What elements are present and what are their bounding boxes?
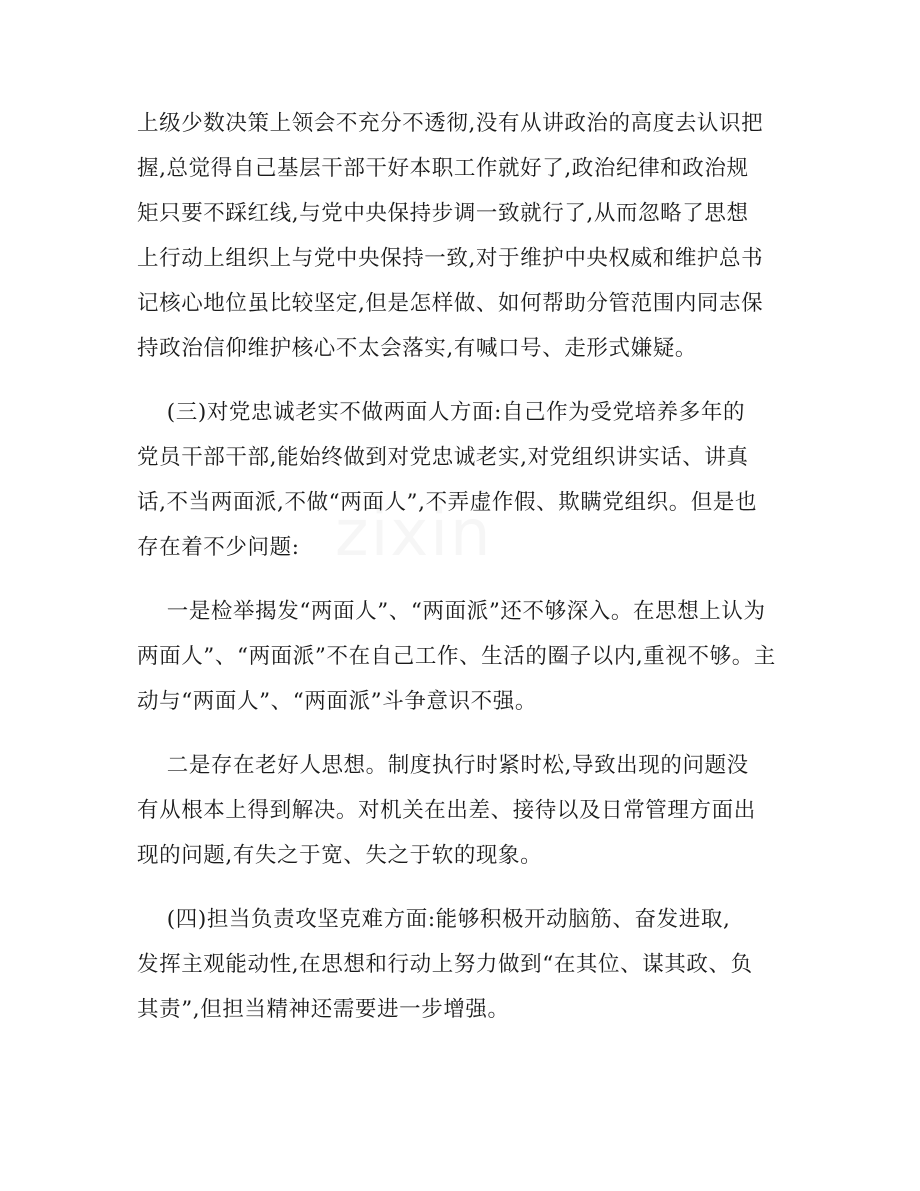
watermark: zixin [335,497,493,571]
paragraph-spacer [137,878,787,897]
text-line: 上级少数决策上领会不充分不透彻,没有从讲政治的高度去认识把 [137,111,764,136]
text-line: 二是存在老好人思想。制度执行时紧时松,导致出现的问题没 [137,753,749,778]
text-line: 持政治信仰维护核心不太会落实,有喊口号、走形式嫌疑。 [137,336,697,361]
text-line: 发挥主观能动性,在思想和行动上努力做到“在其位、谋其政、负 [137,952,753,977]
text-line: (四)担当负责攻坚克难方面:能够积极开动脑筋、奋发进取, [137,907,731,932]
paragraph-5 [137,897,787,1032]
paragraph-spacer [137,724,787,743]
document-body [137,101,787,1032]
paragraph-3 [137,589,787,724]
paragraph-spacer [137,570,787,589]
text-line: (三)对党忠诚老实不做两面人方面:自己作为受党培养多年的 [137,400,746,425]
text-line: 两面人”、“两面派”不在自己工作、生活的圈子以内,重视不够。主 [137,644,776,669]
text-line: 记核心地位虽比较坚定,但是怎样做、如何帮助分管范围内同志保 [137,291,764,316]
text-line: 其责”,但担当精神还需要进一步增强。 [137,997,510,1022]
paragraph-1 [137,101,787,371]
text-line: 存在着不少问题: [137,535,300,560]
text-line: 一是检举揭发“两面人”、“两面派”还不够深入。在思想上认为 [137,599,766,624]
text-line: 握,总觉得自己基层干部干好本职工作就好了,政治纪律和政治规 [137,156,749,181]
paragraph-2 [137,390,787,570]
text-line: 话,不当两面派,不做“两面人”,不弄虚作假、欺瞒党组织。但是也 [137,490,758,515]
text-line: 有从根本上得到解决。对机关在出差、接待以及日常管理方面出 [137,798,756,823]
text-line: 现的问题,有失之于宽、失之于软的现象。 [137,843,543,868]
paragraph-spacer [137,371,787,390]
text-line: 矩只要不踩红线,与党中央保持步调一致就行了,从而忽略了思想 [137,201,749,226]
text-line: 党员干部干部,能始终做到对党忠诚老实,对党组织讲实话、讲真 [137,445,749,470]
text-line: 动与“两面人”、“两面派”斗争意识不强。 [137,689,537,714]
paragraph-4 [137,743,787,878]
text-line: 上行动上组织上与党中央保持一致,对于维护中央权威和维护总书 [137,246,764,271]
